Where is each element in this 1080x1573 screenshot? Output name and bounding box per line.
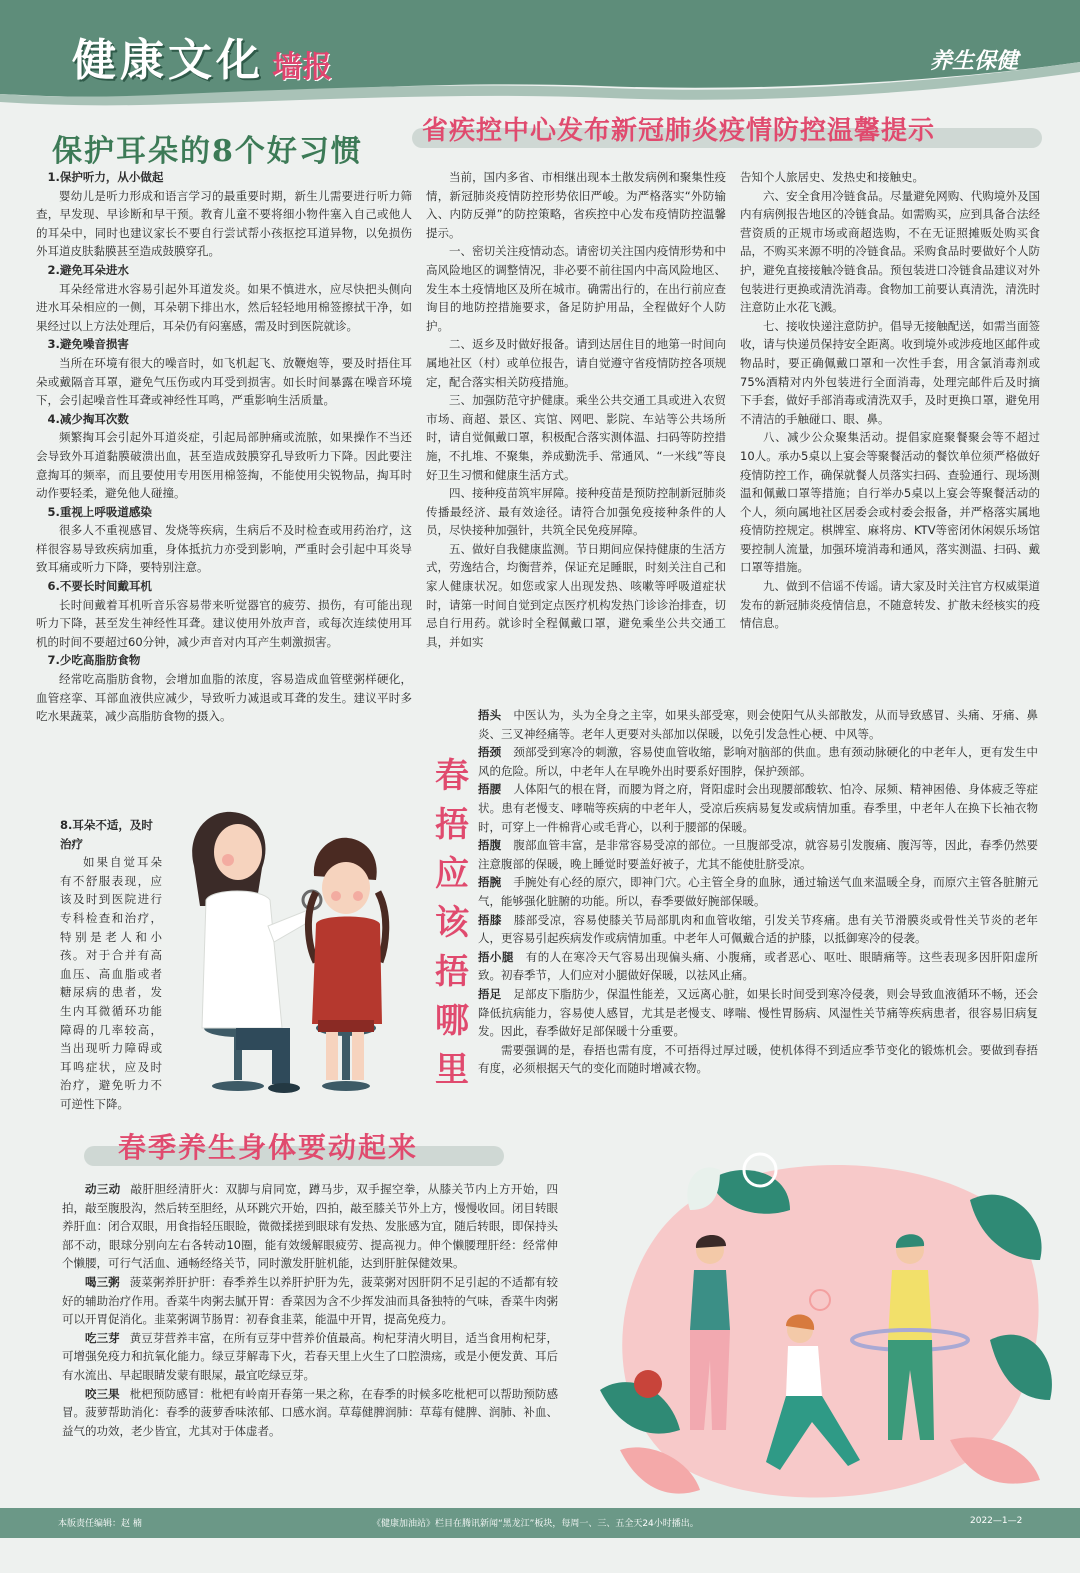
warm-item-text: 膝部受凉，容易使膝关节局部肌肉和血管收缩，引发关节疼痛。患有关节滑膜炎或骨性关节炎的老年人，更容易引起疾病发作或病情加重。中老年人可佩戴合适的护膝，以抵御寒冷的侵袭。 <box>478 912 1039 946</box>
warm-item-label: 捂腹 <box>478 838 502 853</box>
exercise-item-label: 吃三芽 <box>85 1330 120 1345</box>
covid-paragraph: 五、做好自我健康监测。节日期间应保持健康的生活方式，劳逸结合，均衡营养，保证充足睡眠，时刻关注自己和家人健康状况。如您或家人出现发热、咳嗽等呼吸道症状时，请第一时间自觉到定点医疗机构发热门诊诊治排查，切忌自行用药。就诊时全程佩戴口罩，避免乘坐公共交通工具，并如实 <box>426 541 726 649</box>
warm-item <box>478 911 1038 948</box>
warm-item-text: 手腕处有心经的原穴，即神门穴。心主管全身的血脉，通过输送气血来温暖全身，而原穴主管各脏腑元气，能够强化脏腑的功能。所以，春季要做好腕部保暖。 <box>478 875 1038 908</box>
covid-paragraph: 八、减少公众聚集活动。提倡家庭聚餐聚会等不超过10人。承办5桌以上宴会等聚餐活动的餐饮单位须严格做好疫情防控工作，确保就餐人员落实扫码、查验通行、现场测温和佩戴口罩等措施；自行举办5桌以上宴会等聚餐活动的个人，须向属地社区居委会或村委会报备，并严格落实属地疫情防控规定。棋牌室、麻将房、KTV等密闭休闲娱乐场馆要控制人流量，加强环境消毒和通风，落实测温、扫码、戴口罩等措施。 <box>740 430 1040 575</box>
covid-paragraph: 二、返乡及时做好报备。请到达居住目的地第一时间向属地社区（村）或单位报告，请自觉遵守省疫情防控各项规定，配合落实相关防疫措施。 <box>426 337 726 389</box>
covid-article-column-2 <box>740 168 1040 633</box>
exercise-illustration <box>590 1140 1060 1510</box>
masthead-subtitle: 墙报 <box>272 50 332 85</box>
ear-heading-5: 5.重视上呼吸道感染 <box>47 504 152 519</box>
exercise-item <box>62 1385 558 1441</box>
warm-item <box>478 948 1038 985</box>
ear-heading-7: 7.少吃高脂肪食物 <box>47 653 141 668</box>
warm-item-label: 捂足 <box>478 986 502 1001</box>
covid-paragraph: 告知个人旅居史、发热史和接触史。 <box>740 170 924 184</box>
exercise-item-text: 黄豆芽营养丰富，在所有豆芽中营养价值最高。枸杞芽清火明目，适当食用枸杞芽，可增强免疫力和抗氧化能力。绿豆芽解毒下火，若春天里上火生了口腔溃疡，或是小便发黄、耳后有水流出、早起眼睛发蒙有眼屎，最宜吃绿豆芽。 <box>62 1330 558 1382</box>
warm-item-text: 腹部血管丰富，是非常容易受凉的部位。一旦腹部受凉，就容易引发腹痛、腹泻等，因此，春季仍然要注意腹部的保暖，晚上睡觉时要盖好被子，尤其不能使肚脐受凉。 <box>478 838 1038 871</box>
exercise-item <box>62 1329 558 1385</box>
warm-item-text: 有的人在寒冷天气容易出现偏头痛、小腹痛，或者恶心、呕吐、眼睛痛等。这些表现多因肝阳虚所致。初春季节，人们应对小腿做好保暖，以祛风止痛。 <box>478 949 1039 983</box>
warm-article-body <box>478 706 1038 1078</box>
warm-item <box>478 780 1038 836</box>
ear-paragraph-7: 经常吃高脂肪食物，会增加血脂的浓度，容易造成血管壁粥样硬化，血管痉挛、耳部血液供应减少，导致听力减退或耳聋的发生。建议平时多吃水果蔬菜，减少高脂肪食物的摄入。 <box>36 672 412 724</box>
warm-item-text: 足部皮下脂肪少，保温性能差，又远离心脏，如果长时间受到寒冷侵袭，则会导致血液循环不畅，还会降低抗病能力，容易使人感冒，尤其是老慢支、哮喘、慢性胃肠病、风湿性关节痛等疾病患者，很容易旧病复发。因此，春季做好足部保暖十分重要。 <box>478 986 1038 1039</box>
ear-heading-4: 4.减少掏耳次数 <box>47 411 129 426</box>
masthead-title: 健康文化 <box>72 35 264 86</box>
footer-editor: 本版责任编辑：赵 楠 <box>58 1519 142 1529</box>
warm-item-label: 捂膝 <box>478 912 502 927</box>
warm-item <box>478 873 1038 910</box>
warm-article-title: 春捂应该捂哪里 <box>435 756 469 1090</box>
exercise-item <box>62 1180 558 1273</box>
warm-item-text: 颈部受到寒冷的刺激，容易使血管收缩，影响对脑部的供血。患有颈动脉硬化的中老年人，更有发生中风的危险。所以，中老年人在早晚外出时要系好围脖，保护颈部。 <box>478 745 1038 778</box>
covid-paragraph: 六、安全食用冷链食品。尽量避免网购、代购境外及国内有病例报告地区的冷链食品。如需购买，应到具备合法经营资质的正规市场或商超选购，不在无证照摊贩处购买食品，不购买来源不明的冷链食品。采购食品时要做好个人防护，避免直接接触冷链食品。预包装进口冷链食品建议对外包装进行更换或清洗消毒。食物加工前要认真清洗，清洗时注意防止水花飞溅。 <box>740 188 1040 315</box>
covid-paragraph: 一、密切关注疫情动态。请密切关注国内疫情形势和中高风险地区的调整情况，非必要不前往国内中高风险地区、发生本土疫情地区及所在城市。确需出行的，在出行前应查询目的地防控措施要求，备足防护用品，全程做好个人防护。 <box>426 244 726 333</box>
ear-heading-8: 8.耳朵不适，及时治疗 <box>60 818 153 851</box>
ear-article-body <box>36 168 412 726</box>
exercise-item-label: 动三动 <box>85 1182 121 1196</box>
covid-paragraph: 七、接收快递注意防护。倡导无接触配送，如需当面签收，请与快递员保持安全距离。收到境外或涉疫地区邮件或物品时，要正确佩戴口罩和一次性手套，用含氯消毒剂或75%酒精对内外包装进行全面消毒，处理完邮件后及时摘下手套，做好手部消毒或清洗双手，及时更换口罩，避免用不清洁的手触碰口、眼、鼻。 <box>740 318 1040 426</box>
ear-paragraph-6: 长时间戴着耳机听音乐容易带来听觉器官的疲劳、损伤，有可能出现听力下降，甚至发生神经性耳聋。建议使用外放声音，或每次连续使用耳机的时间不要超过60分钟，减少声音对内耳产生刺激损害。 <box>36 597 412 649</box>
ear-section-8 <box>60 816 162 1114</box>
covid-paragraph: 九、做到不信谣不传谣。请大家及时关注官方权威渠道发布的新冠肺炎疫情信息，不随意转发、扩散未经核实的疫情信息。 <box>740 579 1040 631</box>
covid-article-title: 省疾控中心发布新冠肺炎疫情防控温馨提示 <box>422 116 936 146</box>
covid-paragraph: 四、接种疫苗筑牢屏障。接种疫苗是预防控制新冠肺炎传播最经济、最有效途径。请符合加强免疫接种条件的人员，尽快接种加强针，共筑全民免疫屏障。 <box>426 486 726 538</box>
covid-paragraph: 三、加强防范守护健康。乘坐公共交通工具或进入农贸市场、商超、景区、宾馆、网吧、影院、车站等公共场所时，请自觉佩戴口罩，积极配合落实测体温、扫码等防控措施，不扎堆、不聚集，养成勤洗手、常通风、“一米线”等良好卫生习惯和健康生活方式。 <box>426 393 726 482</box>
ear-paragraph-3: 当所在环境有很大的噪音时，如飞机起飞、放鞭炮等，要及时捂住耳朵或戴隔音耳罩，避免气压伤或内耳受到损害。如长时间暴露在噪音环境下，会引起噪音性耳聋或神经性耳鸣，严重影响生活质量。 <box>36 355 412 408</box>
ear-heading-2: 2.避免耳朵进水 <box>47 262 129 277</box>
exercise-article-body <box>62 1180 558 1440</box>
ear-heading-3: 3.避免噪音损害 <box>47 337 129 352</box>
warm-item-text: 人体阳气的根在肾，而腰为肾之府，肾阳虚时会出现腰部酸软、怕冷、尿频、精神困倦、身体疲乏等症状。患有老慢支、哮喘等疾病的中老年人，受凉后疾病易复发或病情加重。春季里，中老年人在换下长袖衣物时，可穿上一件棉背心或毛背心，以利于腰部的保暖。 <box>478 782 1038 834</box>
footer-date: 2022—1—2 <box>970 1516 1023 1526</box>
ear-paragraph-8: 如果自觉耳朵有不舒服表现，应该及时到医院进行专科检查和治疗，特别是老人和小孩。对于合并有高血压、高血脂或者糖尿病的患者，发生内耳微循环功能障碍的几率较高，当出现听力障碍或耳鸣症状，应及时治疗，避免听力不可逆性下降。 <box>60 855 162 1111</box>
warm-item <box>478 706 1038 743</box>
exercise-item-text: 枇杷预防感冒：枇杷有岭南开春第一果之称，在春季的时候多吃枇杷可以帮助预防感冒。菠萝帮助消化：春季的菠萝香味浓郁、口感水润。草莓健脾润肺：草莓有健脾、润肺、补血、益气的功效，老少皆宜，尤其对于体虚者。 <box>62 1386 558 1438</box>
exercise-item-text: 菠菜粥养肝护肝：春季养生以养肝护肝为先，菠菜粥对因肝阴不足引起的不适都有较好的辅助治疗作用。香菜牛肉粥去腻开胃：香菜因为含不少挥发油而具备独特的气味，香菜牛肉粥可以开胃促消化。韭菜粥调节肠胃：初春食韭菜，能温中开胃，提高免疫力。 <box>62 1274 558 1327</box>
ear-paragraph-2: 耳朵经常进水容易引起外耳道发炎。如果不慎进水，应尽快把头侧向进水耳朵相应的一侧，耳朵朝下排出水，然后轻轻地用棉签擦拭干净，如果经过以上方法处理后，耳朵仍有闷塞感，需及时到医院就诊。 <box>36 281 412 333</box>
ear-heading-6: 6.不要长时间戴耳机 <box>47 579 152 594</box>
ear-article-title: 保护耳朵的8个好习惯 <box>52 134 363 169</box>
exercise-item-text: 敲肝胆经清肝火：双脚与肩同宽，蹲马步，双手握空拳，从膝关节内上方开始，四拍，敲至腹股沟，然后转至胆经，从环跳穴开始，四拍，敲至膝关节外上方，慢慢收回。闭目转眼养肝血：闭合双眼，用食指轻压眼睑，微微揉搓到眼球有发热、发胀感为宜，随后转眼，即保持头部不动，眼球分别向左右各转动10圈，能有效缓解眼疲劳、提高视力。伸个懒腰理肝经：经常伸个懒腰，可行气活血、通畅经络关节，同时激发肝脏机能，达到肝脏保健效果。 <box>62 1182 559 1271</box>
warm-item <box>478 985 1038 1041</box>
ear-paragraph-4: 频繁掏耳会引起外耳道炎症，引起局部肿痛或流脓，如果操作不当还会导致外耳道黏膜破溃出血，甚至造成鼓膜穿孔导致听力下降。因此要注意掏耳的频率，而且要使用专用医用棉签掏，不能使用尖锐物品，掏耳时动作要轻柔，避免他人碰撞。 <box>36 430 412 501</box>
exercise-item-label: 咬三果 <box>85 1386 120 1401</box>
warm-item-label: 捂小腿 <box>478 949 514 964</box>
section-tag: 养生保健 <box>930 49 1019 74</box>
ear-paragraph-1: 婴幼儿是听力形成和语言学习的最重要时期，新生儿需要进行听力筛查，早发现、早诊断和早干预。教育儿童不要将细小物件塞入自己或他人的耳朵中，同时也建议家长不要自行尝试帮小孩抠挖耳道异物，以免损伤外耳道皮肤黏膜甚至造成鼓膜穿孔。 <box>36 188 412 259</box>
ear-heading-1: 1.保护听力，从小做起 <box>47 170 164 184</box>
exercise-article-title: 春季养生身体要动起来 <box>118 1131 419 1164</box>
warm-item <box>478 743 1038 780</box>
warm-item-label: 捂头 <box>478 708 502 722</box>
warm-closing: 需要强调的是，春捂也需有度，不可捂得过厚过暖，使机体得不到适应季节变化的锻炼机会。要做到春捂有度，必须根据天气的变化而随时增减衣物。 <box>478 1042 1038 1076</box>
footer-note: 《健康加油站》栏目在腾讯新闻“黑龙江”板块，每周一、三、五全天24小时播出。 <box>372 1519 699 1529</box>
exercise-item <box>62 1273 558 1329</box>
warm-item-label: 捂颈 <box>478 745 502 760</box>
warm-item-label: 捂腰 <box>478 782 502 797</box>
exercise-item-label: 喝三粥 <box>85 1274 120 1289</box>
doctor-child-illustration <box>176 796 426 1096</box>
warm-item-text: 中医认为，头为全身之主宰，如果头部受寒，则会使阳气从头部散发，从而导致感冒、头痛、牙痛、鼻炎、三叉神经痛等。老年人更要对头部加以保暖，以免引发急性心梗、中风等。 <box>478 708 1038 741</box>
warm-item-label: 捂腕 <box>478 875 502 890</box>
covid-paragraph: 当前，国内多省、市相继出现本土散发病例和聚集性疫情，新冠肺炎疫情防控形势依旧严峻。为严格落实“外防输入、内防反弹”的防控策略，省疾控中心发布疫情防控温馨提示。 <box>426 170 726 240</box>
covid-article-column-1 <box>426 168 726 651</box>
warm-item <box>478 836 1038 873</box>
ear-paragraph-5: 很多人不重视感冒、发烧等疾病，生病后不及时检查或用药治疗，这样很容易导致疾病加重，身体抵抗力亦受到影响，严重时会引起中耳炎导致耳痛或听力下降，要特别注意。 <box>36 523 412 575</box>
